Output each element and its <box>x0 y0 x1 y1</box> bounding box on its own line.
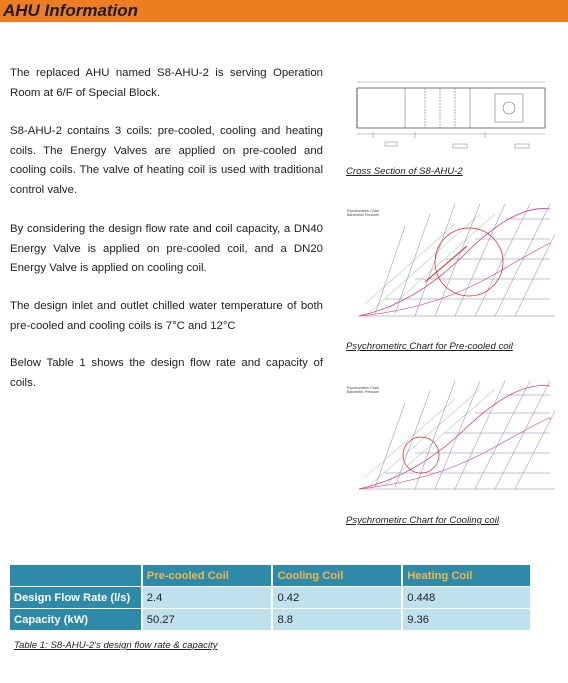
table-header-cell: Pre-cooled Coil <box>142 565 273 587</box>
coil-design-table <box>10 565 532 631</box>
table-header-cell: Cooling Coil <box>272 565 402 587</box>
section-title: AHU Information <box>3 1 139 20</box>
svg-text:Psychrometric Chart: Psychrometric Chart <box>347 386 379 390</box>
table-row <box>10 609 531 631</box>
table-header-cell: Heating Coil <box>402 565 531 587</box>
paragraph-ahu-intro: The replaced AHU named S8-AHU-2 is serving Operation Room at 6/F of Special Block. <box>10 67 323 99</box>
ahu-cross-section-drawing <box>345 74 555 160</box>
precooled-chart-caption: Psychrometirc Chart for Pre-cooled coil <box>346 341 513 352</box>
table-cell: 50.27 <box>142 609 273 631</box>
paragraph-table-intro: Below Table 1 shows the design flow rate and capacity of coils. <box>10 357 323 389</box>
paragraph-energy-valves: By considering the design flow rate and coil capacity, a DN40 Energy Valve is applied on pre-cooled coil, and a DN20 Energy Valve is applied on cooling coil. <box>10 223 323 274</box>
table-row <box>10 587 531 609</box>
psychrometric-chart-cooling <box>345 381 555 505</box>
psychrometric-chart-precooled <box>345 204 555 332</box>
table-cell: 9.36 <box>402 609 531 631</box>
table-cell: 2.4 <box>142 587 273 609</box>
svg-text:Barometric Pressure: Barometric Pressure <box>347 390 379 394</box>
cooling-chart-caption: Psychrometirc Chart for Cooling coil <box>346 515 500 526</box>
table-header-cell <box>10 565 142 587</box>
section-header-bar <box>0 0 568 22</box>
table-caption: Table 1: S8-AHU-2's design flow rate & capacity <box>14 640 218 651</box>
row-label: Capacity (kW) <box>10 609 142 631</box>
table-header-row <box>10 565 531 587</box>
cross-section-caption: Cross Section of S8-AHU-2 <box>346 166 463 177</box>
paragraph-coils: S8-AHU-2 contains 3 coils: pre-cooled, cooling and heating coils. The Energy Valves are applied on pre-cooled and cooling coils. The valve of heating coil is used with traditional control valve. <box>10 125 323 196</box>
table-cell: 0.42 <box>272 587 402 609</box>
table-cell: 0.448 <box>402 587 531 609</box>
row-label: Design Flow Rate (l/s) <box>10 587 142 609</box>
paragraph-water-temperature: The design inlet and outlet chilled water temperature of both pre-cooled and cooling coils is 7°C and 12°C <box>10 300 323 332</box>
svg-text:Barometric Pressure: Barometric Pressure <box>347 213 379 217</box>
svg-text:Psychrometric Chart: Psychrometric Chart <box>347 209 379 213</box>
table-cell: 8.8 <box>272 609 402 631</box>
